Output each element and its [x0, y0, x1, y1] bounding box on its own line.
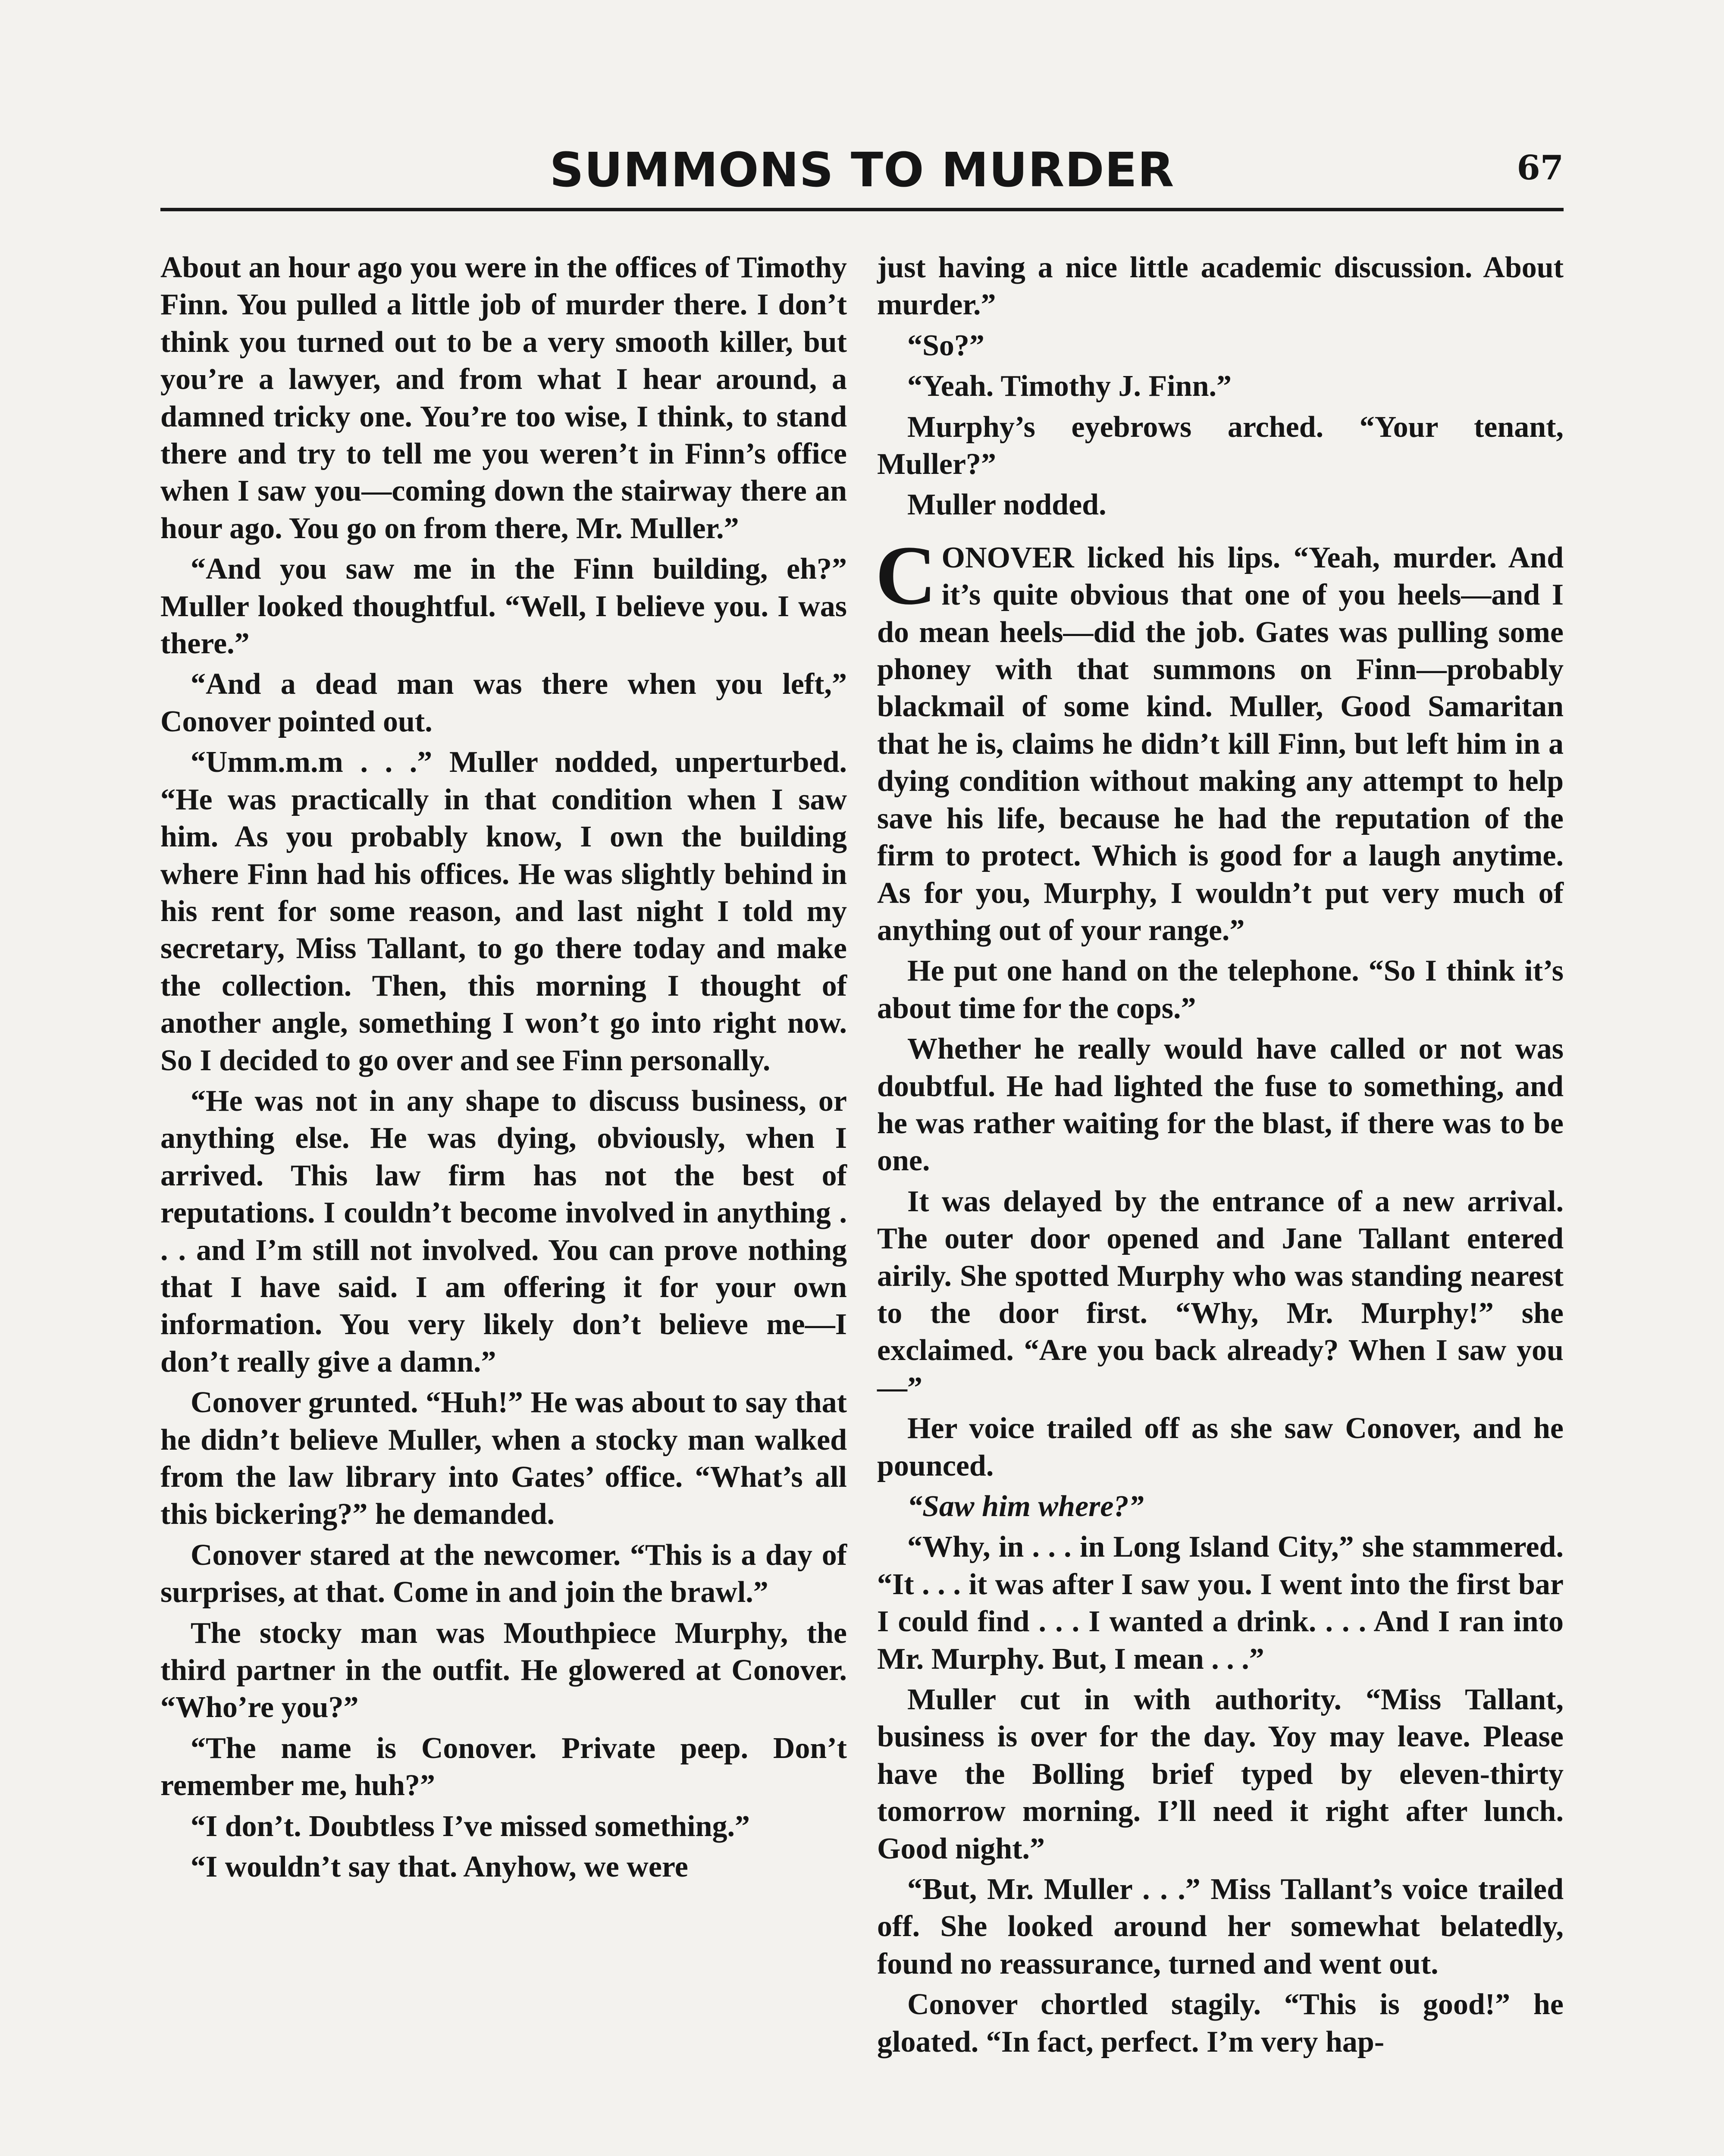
paragraph: Whether he really would have called or not was doubtful. He had lighted the fuse to something, and he was rather waiting for the blast, if there was to be one.: [877, 1032, 1564, 1178]
paragraph: Muller nodded.: [907, 488, 1106, 522]
paragraph: He put one hand on the telephone. “So I think it’s about time for the cops.”: [877, 954, 1564, 1025]
page-number: 67: [1517, 148, 1564, 188]
paragraph: Conover grunted. “Huh!” He was about to say that he didn’t believe Muller, when a stocky man walked from the law library into Gates’ office. “What’s all this bickering?” he demanded.: [160, 1386, 847, 1531]
paragraph-italic: “Saw him where?”: [907, 1490, 1144, 1523]
paragraph: “But, Mr. Muller . . .” Miss Tallant’s voice trailed off. She looked around her somewhat belatedly, found no reassurance, turned and went out.: [877, 1873, 1564, 1981]
paragraph: “And you saw me in the Finn building, eh?” Muller looked thoughtful. “Well, I believe you. I was there.”: [160, 552, 847, 661]
right-column: [877, 249, 1564, 2064]
dropcap-paragraph: CONOVER licked his lips. “Yeah, murder. And it’s quite obvious that one of you heels—and I do mean heels—did the job. Gates was pulling some phoney with that summons on Finn—probably blackmail of some kind. Muller, Good Samaritan that he is, claims he didn’t kill Finn, but left him in a dying condition without making any attempt to help save his life, because he had the reputation of the firm to protect. Which is good for a laugh anytime. As for you, Murphy, I wouldn’t put very much of anything out of your range.”: [875, 528, 1564, 947]
left-column: [160, 249, 847, 1889]
paragraph: just having a nice little academic discussion. About murder.”: [877, 251, 1564, 322]
paragraph: Muller cut in with authority. “Miss Tallant, business is over for the day. Yoy may leave. Please have the Bolling brief typed by eleven-thirty tomorrow morning. I’ll need it right after lunch. Good night.”: [877, 1683, 1564, 1865]
paragraph: It was delayed by the entrance of a new arrival. The outer door opened and Jane Tallant entered airily. She spotted Murphy who was standing nearest to the door first. “Why, Mr. Murphy!” she exclaimed. “Are you back already? When I saw you—”: [877, 1185, 1564, 1404]
paragraph: “And a dead man was there when you left,” Conover pointed out.: [160, 667, 847, 738]
paragraph: “So?”: [907, 329, 984, 362]
paragraph: “He was not in any shape to discuss business, or anything else. He was dying, obviously, when I arrived. This law firm has not the best of reputations. I couldn’t become involved in anything . . . and I’m still not involved. You can prove nothing that I have said. I am offering it for your own information. You very likely don’t believe me—I don’t really give a damn.”: [160, 1084, 847, 1379]
paragraph: “I wouldn’t say that. Anyhow, we were: [191, 1850, 688, 1884]
paragraph: “Yeah. Timothy J. Finn.”: [907, 370, 1232, 403]
story-title: SUMMONS TO MURDER: [549, 142, 1175, 197]
paragraph: The stocky man was Mouthpiece Murphy, the third partner in the outfit. He glowered at Conover. “Who’re you?”: [160, 1616, 847, 1724]
drop-cap: C: [875, 528, 937, 622]
page-header: [160, 135, 1564, 211]
paragraph: “Why, in . . . in Long Island City,” she stammered. “It . . . it was after I saw you. I went into the first bar I could find . . . I wanted a drink. . . . And I ran into Mr. Murphy. But, I mean . . .”: [877, 1530, 1564, 1676]
paragraph: Her voice trailed off as she saw Conover, and he pounced.: [877, 1412, 1564, 1482]
paragraph: “I don’t. Doubtless I’ve missed something.”: [191, 1809, 750, 1843]
paragraph: “Umm.m.m . . .” Muller nodded, unperturbed. “He was practically in that condition when I saw him. As you probably know, I own the building where Finn had his offices. He was slightly behind in his rent for some reason, and last night I told my secretary, Miss Tallant, to go there today and make the collection. Then, this morning I thought of another angle, something I won’t go into right now. So I decided to go over and see Finn personally.: [160, 746, 847, 1077]
paragraph: Murphy’s eyebrows arched. “Your tenant, Muller?”: [877, 410, 1564, 481]
paragraph: Conover chortled stagily. “This is good!” he gloated. “In fact, perfect. I’m very hap-: [877, 1988, 1564, 2059]
paragraph: About an hour ago you were in the offices of Timothy Finn. You pulled a little job of murder there. I don’t think you turned out to be a very smooth killer, but you’re a lawyer, and from what I hear around, a damned tricky one. You’re too wise, I think, to stand there and try to tell me you weren’t in Finn’s office when I saw you—coming down the stairway there an hour ago. You go on from there, Mr. Muller.”: [160, 251, 847, 545]
paragraph: “The name is Conover. Private peep. Don’t remember me, huh?”: [160, 1731, 847, 1802]
paragraph: Conover stared at the newcomer. “This is a day of surprises, at that. Come in and join the brawl.”: [160, 1538, 847, 1609]
